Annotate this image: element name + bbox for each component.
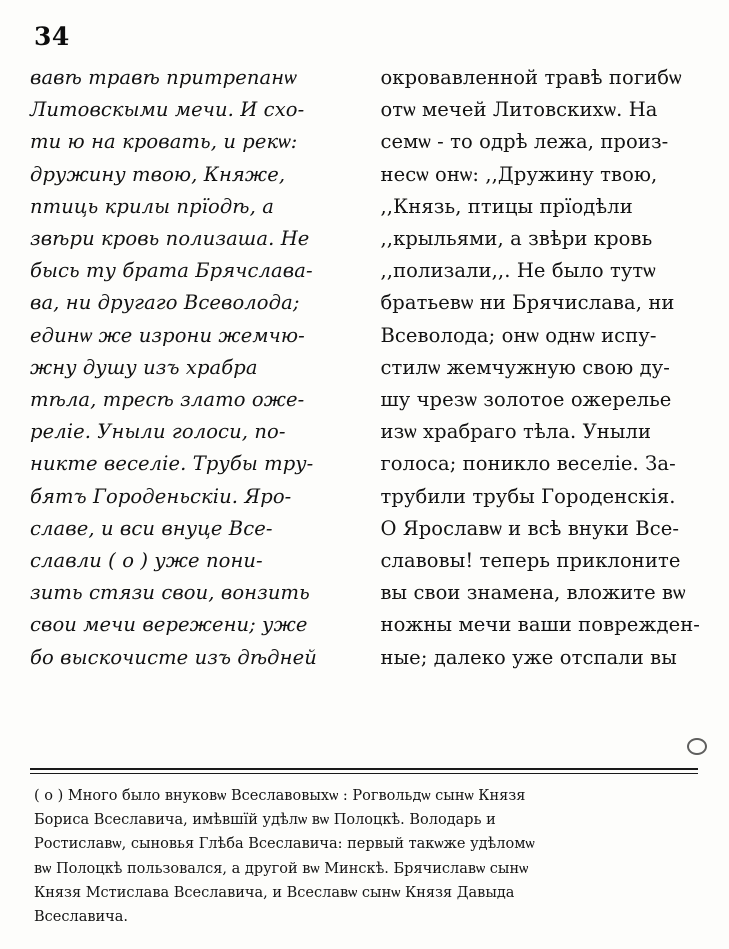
text-line: бо выскочисте изъ дѣдней: [30, 645, 317, 669]
footnote-line: Всеславича.: [34, 909, 129, 926]
footnote-line: ( о ) Много было внуковѡ Всеславовыхѡ : Рогвольдѡ сынѡ Князя: [34, 788, 526, 804]
text-line: ва, ни другаго Всеволода;: [30, 291, 300, 315]
text-line: стилѡ жемчужную свою ду-: [380, 355, 670, 379]
text-line: свои мечи вережени; уже: [30, 613, 308, 637]
footnote-line: Бориса Всеславича, имѣвшїй удѣлѡ вѡ Полоцкѣ. Володарь и: [34, 812, 496, 829]
footnote-line: Ростиславѡ, сыновья Глѣба Всеславича: первый такѡже удѣломѡ: [34, 836, 535, 853]
text-line: птиць крилы прїодѣ, а: [30, 194, 274, 218]
text-line: бысь ту брата Брячслава-: [30, 259, 313, 283]
text-line: реліе. Уныли голоси, по-: [30, 420, 286, 444]
text-line: зить стязи свои, вонзить: [30, 581, 310, 605]
footnote-block: [34, 784, 698, 929]
text-line: семѡ - то одрѣ лежа, произ-: [380, 130, 669, 154]
text-line: О Ярославѡ и всѣ внуки Все-: [380, 516, 680, 540]
text-line: голоса; поникло веселіе. За-: [380, 452, 676, 476]
text-line: несѡ онѡ: ,,Дружину твою,: [380, 162, 658, 186]
left-column-old-text: [30, 62, 348, 674]
text-line: Всеволода; онѡ однѡ испу-: [380, 323, 657, 347]
footnote-line: вѡ Полоцкѣ пользовался, а другой вѡ Минскѣ. Брячиславѡ сынѡ: [34, 860, 529, 877]
text-line: ные; далеко уже отспали вы: [380, 645, 677, 669]
text-line: дружину твою, Княже,: [30, 162, 286, 186]
text-line: вавѣ травѣ притрепанѡ: [30, 66, 297, 89]
text-line: окровавленной травѣ погибѡ: [380, 66, 682, 89]
text-line: никте веселіе. Трубы тру-: [30, 452, 314, 476]
two-column-body: [30, 62, 700, 674]
footnote-line: Князя Мстислава Всеславича, и Всеславѡ сынѡ Князя Давыда: [34, 884, 515, 901]
right-column-translation: [380, 62, 700, 674]
text-line: славе, и вси внуце Все-: [30, 516, 273, 540]
text-line: ,,Князь, птицы прїодѣли: [380, 194, 633, 218]
text-line: тѣла, тресѣ злато оже-: [30, 388, 305, 412]
text-line: братьевѡ ни Брячислава, ни: [380, 291, 675, 315]
text-line: ,,крыльями, а звѣри кровь: [380, 227, 653, 251]
text-line: звѣри кровь полизаша. Не: [30, 227, 310, 251]
footnote-separator-rule: [30, 768, 698, 770]
text-line: славовы! теперь приклоните: [380, 549, 681, 573]
text-line: вы свои знамена, вложите вѡ: [380, 581, 686, 605]
text-line: шу чрезѡ золотое ожерелье: [380, 388, 672, 412]
text-line: ,,полизали,,. Не было тутѡ: [380, 259, 656, 283]
text-line: жну душу изъ храбра: [30, 355, 258, 379]
page-number: 34: [34, 22, 70, 51]
text-line: трубили трубы Городенскія.: [380, 484, 676, 508]
footnote-separator-rule-thin: [30, 773, 698, 774]
text-line: изѡ храбраго тѣла. Уныли: [380, 420, 652, 444]
text-line: ножны мечи ваши поврежден-: [380, 613, 700, 637]
text-line: отѡ мечей Литовскихѡ. На: [380, 98, 658, 122]
text-line: славли ( о ) уже пони-: [30, 549, 263, 573]
text-line: единѡ же изрони жемчю-: [30, 323, 305, 347]
ink-smudge-mark: [687, 738, 707, 755]
text-line: бятъ Городеньскіи. Яро-: [30, 484, 292, 508]
text-line: Литовскыми мечи. И схо-: [30, 98, 305, 122]
text-line: ти ю на кровать, и рекѡ:: [30, 130, 298, 154]
